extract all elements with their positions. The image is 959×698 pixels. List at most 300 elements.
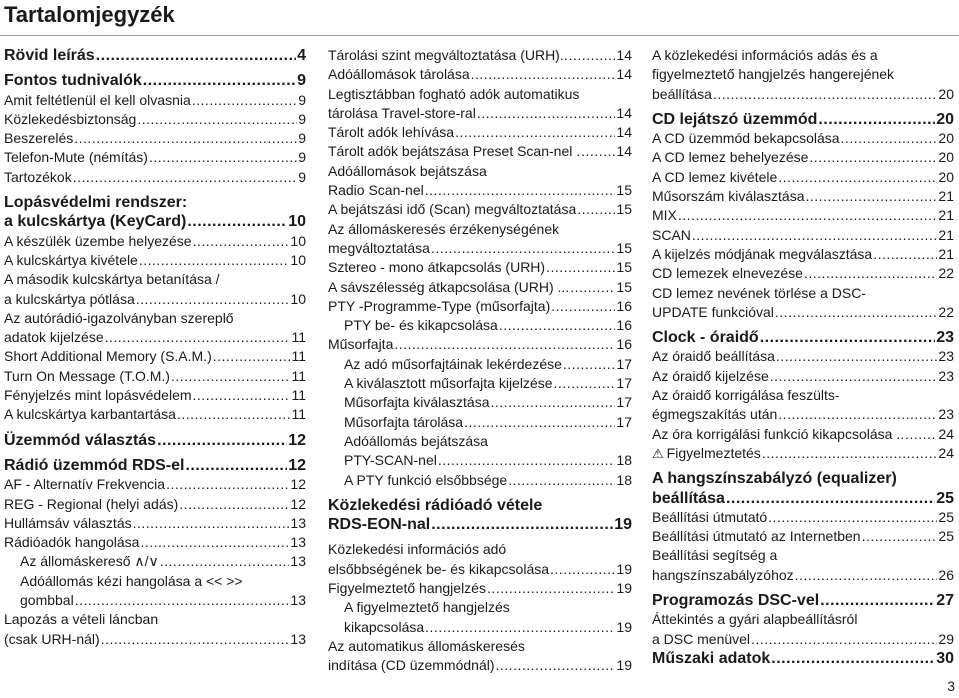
toc-page-number: 10 [290, 290, 306, 307]
toc-entry-title: A kulcskártya kivétele [4, 251, 138, 268]
toc-entry-title: a kulcskártya pótlása [4, 290, 135, 307]
toc-entry-title: A kijelzés módjának megválasztása [652, 245, 873, 262]
toc-heading [4, 431, 306, 450]
toc-entry-title: Adóállomás bejátszása [344, 432, 488, 449]
toc-entry [652, 245, 954, 264]
toc-entry [328, 200, 632, 219]
dot-leader [804, 264, 937, 283]
toc-entry [4, 290, 306, 309]
toc-entry [328, 540, 632, 559]
toc-heading [4, 46, 306, 65]
toc-page-number: 14 [616, 47, 632, 63]
toc-entry [328, 258, 632, 277]
toc-page-number: 23 [938, 406, 954, 423]
dot-leader [692, 226, 938, 245]
toc-page-number: 15 [616, 182, 632, 199]
dot-leader [726, 489, 935, 508]
toc-entry-title: CD lejátszó üzemmód [652, 110, 818, 128]
toc-page-number: 13 [290, 592, 306, 609]
page-number: 3 [947, 678, 955, 694]
dot-leader [841, 129, 938, 148]
toc-entry [4, 475, 306, 494]
toc-entry [328, 598, 632, 617]
toc-entry-title: PTY-SCAN-nel [344, 452, 437, 469]
toc-entry-title: A CD lemez behelyezése [652, 149, 809, 166]
toc-page-number: 11 [291, 406, 306, 423]
toc-page-number: 11 [291, 367, 306, 384]
toc-page-number: 23 [938, 367, 954, 384]
dot-leader [192, 91, 297, 110]
toc-entry-title: A kulcskártya karbantartása [4, 406, 176, 423]
toc-page-number: 17 [616, 355, 632, 372]
toc-entry-title: Közlekedésbiztonság [4, 110, 137, 127]
toc-page-number: 25 [938, 528, 954, 545]
toc-entry [652, 425, 954, 444]
toc-entry-title: AF - Alternatív Frekvencia [4, 476, 166, 493]
toc-entry [4, 572, 306, 591]
toc-entry [328, 316, 632, 335]
dot-leader [133, 514, 290, 533]
toc-entry-title: Műsorfajta tárolása [344, 413, 464, 430]
toc-entry [652, 527, 954, 546]
dot-leader [713, 85, 937, 104]
toc-page-number: 16 [616, 297, 632, 314]
toc-entry-title: a DSC menüvel [652, 630, 751, 647]
toc-page-number: 25 [938, 508, 954, 525]
toc-entry [652, 405, 954, 424]
toc-heading [4, 193, 306, 212]
toc-entry-title: adatok kijelzése [4, 329, 104, 346]
toc-entry [652, 630, 954, 649]
dot-leader [563, 355, 616, 374]
toc-entry-title: A CD üzemmód bekapcsolása [652, 130, 840, 147]
warning-icon: ⚠ [652, 445, 664, 461]
dot-leader [160, 552, 290, 571]
toc-page-number: 12 [288, 431, 306, 449]
toc-entry-title: Tárolt adók lehívása [328, 124, 455, 141]
toc-entry-title: Műsorfajta kiválasztása [344, 394, 490, 411]
toc-entry [328, 637, 632, 656]
toc-entry-title: Beállítási útmutató az Internetben [652, 528, 861, 545]
toc-entry-title: Tartozékok [4, 168, 72, 185]
toc-entry-title: Közlekedési információs adó [328, 541, 507, 558]
toc-entry-title: MIX [652, 207, 677, 224]
dot-leader [771, 649, 935, 668]
toc-page-number: 20 [938, 130, 954, 147]
dot-leader [550, 560, 615, 579]
toc-entry-title: RDS-EON-nal [328, 516, 431, 534]
toc-entry [652, 347, 954, 366]
toc-entry-title: Short Additional Memory (S.A.M.) [4, 348, 212, 365]
toc-entry [652, 284, 954, 303]
toc-entry [652, 546, 954, 565]
toc-entry [328, 278, 632, 297]
toc-page-number: 9 [298, 130, 306, 147]
dot-leader [185, 456, 287, 475]
toc-heading [652, 591, 954, 610]
toc-entry-title: elsőbbségének be- és kikapcsolása [328, 560, 550, 577]
dot-leader [554, 374, 616, 393]
toc-entry [4, 232, 306, 251]
toc-entry-title: A hangszínszabályzó (equalizer) [652, 470, 897, 488]
toc-entry [328, 471, 632, 490]
dot-leader [431, 239, 615, 258]
toc-entry-title: Az óraidő korrigálása feszülts- [652, 387, 840, 404]
toc-page-number: 23 [936, 329, 954, 347]
toc-entry-title: Radio Scan-nel [328, 182, 424, 199]
toc-heading [652, 649, 954, 668]
dot-leader [471, 65, 616, 84]
dot-leader [139, 251, 290, 270]
toc-entry-title: Az óraidő beállítása [652, 348, 775, 365]
toc-page-number: 19 [616, 560, 632, 577]
toc-entry [652, 129, 954, 148]
dot-leader [101, 630, 290, 649]
dot-leader [136, 290, 290, 309]
toc-entry [4, 110, 306, 129]
dot-leader [551, 297, 615, 316]
dot-leader [508, 471, 615, 490]
toc-entry [328, 393, 632, 412]
toc-entry-title: megváltoztatása [328, 239, 430, 256]
toc-entry [328, 46, 632, 65]
toc-page-number: 10 [290, 232, 306, 249]
toc-entry-title: hangszínszabályzóhoz [652, 566, 794, 583]
toc-entry [328, 618, 632, 637]
toc-page-number: 14 [616, 104, 632, 121]
toc-page-number: 24 [938, 425, 954, 442]
toc-page-number: 13 [290, 534, 306, 551]
dot-leader [213, 347, 291, 366]
toc-entry [4, 328, 306, 347]
toc-entry-title: A közlekedési információs adás és a [652, 47, 878, 63]
toc-entry [652, 148, 954, 167]
dot-leader [171, 367, 290, 386]
toc-page-number: 27 [936, 592, 954, 610]
toc-heading [652, 489, 954, 508]
toc-page-number: 14 [616, 124, 632, 141]
toc-entry [328, 374, 632, 393]
toc-entry-title: Sztereo - mono átkapcsolás (URH) [328, 259, 546, 276]
toc-entry-title: Tárolási szint megváltoztatása (URH).. [328, 47, 568, 63]
toc-column-3 [652, 46, 954, 668]
toc-entry-title: Közlekedési rádióadó vétele [328, 496, 543, 514]
toc-page-number: 9 [298, 91, 306, 108]
toc-entry-title: Figyelmeztető hangjelzés [328, 580, 486, 597]
toc-entry-title: Fontos tudnivalók [4, 72, 142, 90]
toc-entry-title: Rádió üzemmód RDS-el [4, 456, 185, 474]
toc-entry [4, 168, 306, 187]
toc-entry-title: Rádióadók hangolása [4, 534, 140, 551]
dot-leader [751, 630, 937, 649]
toc-entry-title: tárolása Travel-store-ral [328, 104, 476, 121]
toc-entry [652, 386, 954, 405]
toc-entry-title: Az óra korrigálási funkció kikapcsolása .. [652, 425, 905, 442]
toc-page-number: 19 [616, 657, 632, 674]
toc-entry-title: A sávszélesség átkapcsolása (URH) ... [328, 278, 570, 295]
toc-page-number: 29 [938, 630, 954, 647]
toc-entry-title: kikapcsolása [344, 618, 425, 635]
dot-leader [820, 591, 935, 610]
toc-heading [652, 328, 954, 347]
toc-entry [328, 451, 632, 470]
toc-entry [4, 386, 306, 405]
toc-entry [328, 355, 632, 374]
toc-page-number: 9 [298, 110, 306, 127]
toc-page-number: 30 [936, 649, 954, 667]
toc-entry-title: CD lemezek elnevezése [652, 265, 803, 282]
toc-entry-title: Beszerelés [4, 130, 74, 147]
toc-page-number: 12 [288, 456, 306, 474]
toc-entry-title: Beállítási útmutató [652, 508, 768, 525]
toc-entry-title: A bejátszási idő (Scan) megváltoztatása [328, 201, 577, 218]
toc-heading [4, 212, 306, 231]
toc-page-number: 21 [938, 188, 954, 205]
toc-entry-title: Programozás DSC-vel [652, 592, 820, 610]
toc-entry-title: CD lemez nevének törlése a DSC- [652, 284, 866, 301]
toc-heading [328, 515, 632, 534]
dot-leader [179, 495, 289, 514]
toc-entry [4, 405, 306, 424]
dot-leader [873, 245, 937, 264]
toc-entry [4, 347, 306, 366]
dot-leader [431, 515, 613, 534]
toc-page-number: 23 [938, 348, 954, 365]
toc-page-number: 15 [616, 259, 632, 276]
toc-page-number: 11 [291, 387, 306, 404]
toc-entry-title: indítása (CD üzemmódnál) [328, 657, 495, 674]
toc-entry [328, 297, 632, 316]
toc-entry-title: Turn On Message (T.O.M.) [4, 367, 170, 384]
page-title: Tartalomjegyzék [0, 0, 959, 36]
toc-page-number: 9 [297, 72, 306, 90]
toc-entry [4, 630, 306, 649]
dot-leader [96, 46, 296, 65]
toc-entry-title: Rövid leírás [4, 47, 95, 64]
toc-page-number: 14 [616, 143, 632, 160]
toc-page-number: 17 [616, 413, 632, 430]
toc-page-number: 11 [291, 348, 306, 365]
toc-entry-title: Az autórádió-igazolványban szereplő [4, 309, 234, 326]
toc-entry [4, 495, 306, 514]
toc-entry [652, 444, 954, 463]
toc-entry-title: REG - Regional (helyi adás) [4, 495, 179, 512]
toc-entry [652, 303, 954, 322]
dot-leader [760, 328, 936, 347]
toc-entry [328, 181, 632, 200]
toc-page-number: 19 [616, 618, 632, 635]
toc-entry-title: Hullámsáv választás [4, 514, 132, 531]
toc-page-number: 17 [616, 394, 632, 411]
toc-entry-title: Amit feltétlenül el kell olvasnia [4, 91, 191, 108]
toc-entry-title: Áttekintés a gyári alapbeállításról [652, 611, 858, 628]
toc-page-number: 13 [290, 553, 306, 570]
dot-leader [569, 46, 616, 65]
toc-entry [328, 656, 632, 675]
toc-heading [4, 456, 306, 475]
toc-entry-title: égmegszakítás után [652, 406, 778, 423]
toc-entry [4, 309, 306, 328]
toc-entry-title: a kulcskártya (KeyCard) [4, 213, 187, 231]
toc-entry-title: Üzemmód választás [4, 431, 157, 449]
dot-leader [425, 618, 615, 637]
toc-page-number: 10 [290, 251, 306, 268]
dot-leader [678, 206, 938, 225]
dot-leader [770, 367, 938, 386]
toc-entry-title: Az automatikus állomáskeresés [328, 637, 525, 654]
toc-page-number: 20 [938, 149, 954, 166]
toc-entry [652, 187, 954, 206]
toc-page-number: 4 [297, 47, 306, 64]
toc-entry-title: A második kulcskártya betanítása / [4, 271, 220, 288]
toc-heading [652, 110, 954, 129]
toc-entry [652, 226, 954, 245]
toc-entry [328, 162, 632, 181]
toc-page-number: 20 [936, 110, 954, 128]
dot-leader [762, 444, 938, 463]
toc-page-number: 11 [291, 329, 306, 346]
toc-page-number: 20 [938, 168, 954, 185]
toc-entry [4, 251, 306, 270]
toc-entry-title: UPDATE funkcióval [652, 303, 774, 320]
toc-entry-title: Adóállomások tárolása [328, 66, 470, 83]
toc-page-number: 15 [616, 201, 632, 218]
toc-entry-title: PTY -Programme-Type (műsorfajta) [328, 297, 551, 314]
toc-entry-title: Telefon-Mute (némítás) [4, 149, 148, 166]
dot-leader [455, 123, 615, 142]
toc-heading [4, 71, 306, 90]
toc-page-number: 21 [938, 245, 954, 262]
dot-leader [477, 104, 616, 123]
dot-leader [581, 142, 615, 161]
toc-entry-title: A kiválasztott műsorfajta kijelzése [344, 375, 553, 392]
toc-page-number: 17 [616, 375, 632, 392]
toc-page-number: 20 [938, 85, 954, 102]
dot-leader [577, 200, 615, 219]
toc-page-number: 19 [614, 516, 632, 534]
dot-leader [778, 405, 937, 424]
dot-leader [193, 386, 291, 405]
toc-entry-title: A CD lemez kivétele [652, 168, 778, 185]
toc-entry [328, 432, 632, 451]
dot-leader [499, 316, 616, 335]
toc-entry [328, 560, 632, 579]
dot-leader [157, 431, 287, 450]
toc-entry [328, 123, 632, 142]
toc-page-number: 18 [616, 452, 632, 469]
toc-page-number: 15 [616, 239, 632, 256]
toc-entry-title: Lapozás a vételi láncban [4, 611, 159, 628]
toc-column-1 [4, 46, 306, 649]
toc-entry [4, 129, 306, 148]
toc-entry-title: Az állomáskeresés érzékenységének [328, 220, 560, 237]
toc-entry [652, 65, 954, 84]
toc-entry [328, 65, 632, 84]
toc-entry [4, 610, 306, 629]
toc-entry-title: Az állomáskereső ∧/∨ [20, 553, 159, 570]
dot-leader [905, 425, 937, 444]
toc-page-number: 13 [290, 630, 306, 647]
toc-page-number: 14 [616, 66, 632, 83]
toc-entry-title: Figyelmeztetés [666, 444, 761, 461]
toc-entry-title: beállítása [652, 489, 725, 507]
dot-leader [425, 181, 616, 200]
dot-leader [570, 278, 615, 297]
dot-leader [491, 393, 616, 412]
toc-entry [328, 579, 632, 598]
toc-entry [328, 220, 632, 239]
toc-entry-title: (csak URH-nál) [4, 630, 100, 647]
dot-leader [862, 527, 938, 546]
dot-leader [464, 413, 615, 432]
toc-entry [4, 148, 306, 167]
toc-entry [4, 91, 306, 110]
toc-page-number: 21 [938, 207, 954, 224]
toc-entry-title: A PTY funkció elsőbbsége [344, 471, 508, 488]
dot-leader [143, 71, 296, 90]
toc-page-number: 26 [938, 566, 954, 583]
dot-leader [776, 347, 937, 366]
toc-page-number: 22 [938, 265, 954, 282]
toc-page-number: 13 [290, 514, 306, 531]
toc-entry [652, 85, 954, 104]
toc-column-2 [328, 46, 632, 676]
toc-entry [328, 85, 632, 104]
toc-entry [328, 413, 632, 432]
dot-leader [438, 451, 616, 470]
toc-entry [652, 168, 954, 187]
toc-entry-title: A figyelmeztető hangjelzés [344, 599, 510, 616]
toc-page-number: 9 [298, 168, 306, 185]
dot-leader [806, 187, 938, 206]
toc-page-number: 24 [938, 444, 954, 461]
toc-entry [652, 206, 954, 225]
toc-heading [652, 469, 954, 488]
toc-entry-title: A készülék üzembe helyezése [4, 232, 192, 249]
toc-page-number: 21 [938, 226, 954, 243]
toc-entry-title: Tárolt adók bejátszása Preset Scan-nel . [328, 143, 581, 160]
toc-page-number: 12 [290, 495, 306, 512]
toc-entry [4, 367, 306, 386]
toc-entry-title: Műsorfajta [328, 336, 394, 353]
toc-entry [328, 239, 632, 258]
toc-entry [652, 508, 954, 527]
toc-entry [4, 270, 306, 289]
toc-heading [328, 496, 632, 515]
toc-entry-title: Beállítási segítség a [652, 547, 778, 564]
dot-leader [778, 168, 937, 187]
toc-entry-title: Adóállomások bejátszása [328, 162, 487, 179]
toc-entry-title: PTY be- és kikapcsolása [344, 317, 498, 334]
toc-page-number: 19 [616, 580, 632, 597]
toc-entry-title: Adóállomás kézi hangolása a << >> [20, 572, 243, 589]
dot-leader [73, 168, 298, 187]
toc-entry [652, 46, 954, 65]
dot-leader [149, 148, 297, 167]
toc-entry [4, 514, 306, 533]
toc-entry [4, 591, 306, 610]
dot-leader [74, 129, 297, 148]
dot-leader [105, 328, 291, 347]
toc-page-number: 22 [938, 303, 954, 320]
toc-page-number: 16 [616, 336, 632, 353]
toc-page-number: 25 [936, 489, 954, 507]
toc-page-number: 16 [616, 317, 632, 334]
dot-leader [487, 579, 615, 598]
toc-page-number: 10 [288, 213, 306, 231]
dot-leader [137, 110, 297, 129]
toc-entry-title: beállítása [652, 85, 712, 102]
